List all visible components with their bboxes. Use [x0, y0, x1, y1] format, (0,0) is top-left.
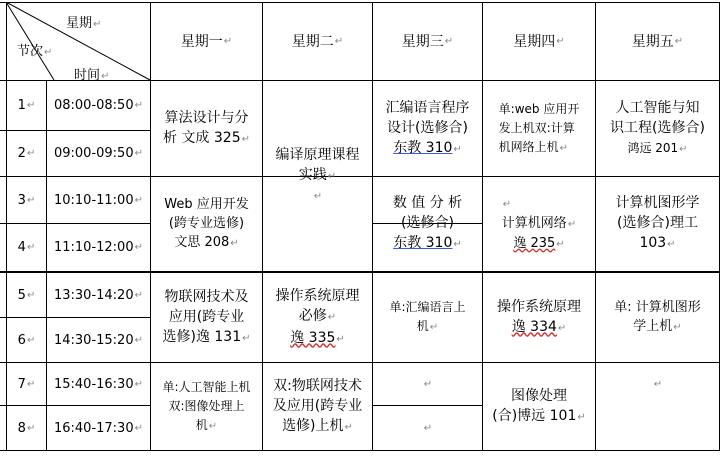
period-number: 6 ↵ — [17, 332, 36, 348]
rule — [0, 450, 720, 451]
course-cell-fri-3-4: 计算机图形学 (选修合)理工 103↵ — [615, 195, 700, 251]
course-cell-tue-1-4: 编译原理课程 实践↵ ↵ — [275, 147, 360, 202]
course-cell-wed-5-6: 单:汇编语言上 机↵ — [389, 300, 466, 333]
day-header-wed: 星期三 ↵ — [401, 33, 454, 50]
course-cell-mon-7-8: 单:人工智能上机 双:图像处理上 机↵ — [162, 379, 251, 432]
course-cell-mon-5-6: 物联网技术及 应用(跨专业 选修)逸 131↵ — [162, 288, 251, 345]
period-time: 14:30-15:20 ↵ — [53, 332, 143, 348]
course-cell-thu-1-2: 单:web 应用开 发上机双:计算 机网络上机↵ — [498, 101, 580, 154]
course-cell-fri-7: ↵ — [653, 378, 663, 390]
period-time: 16:40-17:30 ↵ — [53, 420, 143, 436]
day-header-thu: 星期四 ↵ — [513, 33, 565, 50]
course-cell-fri-1-2: 人工智能与知 识工程(选修合) 鸿远 201↵ — [610, 99, 705, 155]
weekday-header: 星期↵ — [66, 16, 102, 31]
day-header-tue: 星期二 ↵ — [291, 33, 344, 50]
period-number: 5 ↵ — [17, 287, 36, 303]
course-cell-mon-3-4: Web 应用开发 (跨专业选修) 文思 208↵ — [164, 197, 249, 250]
course-cell-wed-1-2: 汇编语言程序 设计(选修合) 东教 310↵ — [385, 99, 470, 156]
period-time: 09:00-09:50 ↵ — [53, 146, 143, 161]
day-header-mon: 星期一 ↵ — [180, 33, 233, 50]
course-cell-thu-3-4: ↵ 计算机网络↵ 逸 235↵ — [501, 198, 577, 251]
course-cell-thu-5-6: 操作系统原理 逸 334↵ — [497, 298, 581, 335]
time-header: 时间↵ — [74, 68, 110, 83]
period-header: 节次↵ — [17, 44, 53, 59]
course-cell-wed-7: ↵ — [423, 378, 433, 390]
period-time: 13:30-14:20 ↵ — [53, 287, 143, 303]
course-cell-mon-1-2: 算法设计与分 析 文成 325↵ — [162, 109, 250, 146]
period-time: 15:40-16:30 ↵ — [53, 376, 143, 392]
course-cell-thu-7-8: 图像处理 (合)博远 101↵ — [492, 387, 586, 424]
period-number: 7 ↵ — [17, 376, 36, 392]
course-cell-tue-7-8: 双:物联网技术 及应用(跨专业 选修)上机↵ — [272, 377, 363, 434]
period-number: 4 ↵ — [17, 240, 36, 255]
course-cell-fri-8 — [596, 406, 719, 450]
course-cell-wed-8: ↵ — [423, 422, 433, 434]
period-number: 3 ↵ — [17, 192, 36, 208]
period-number: 2 ↵ — [17, 146, 36, 161]
period-time: 08:00-08:50 ↵ — [53, 98, 143, 113]
period-time: 11:10-12:00 ↵ — [53, 240, 143, 255]
course-cell-fri-5-6: 单: 计算机图形 学上机↵ — [614, 300, 701, 334]
period-time: 10:10-11:00 ↵ — [53, 192, 143, 208]
course-cell-tue-5-6: 操作系统原理 必修↵ 逸 335↵ — [275, 287, 360, 346]
period-number: 8 ↵ — [17, 420, 36, 436]
course-cell-wed-3-4: 数 值 分 析 (选修合) 东教 310↵ — [392, 195, 463, 251]
period-number: 1 ↵ — [17, 98, 36, 113]
day-header-fri: 星期五 ↵ — [631, 33, 684, 50]
